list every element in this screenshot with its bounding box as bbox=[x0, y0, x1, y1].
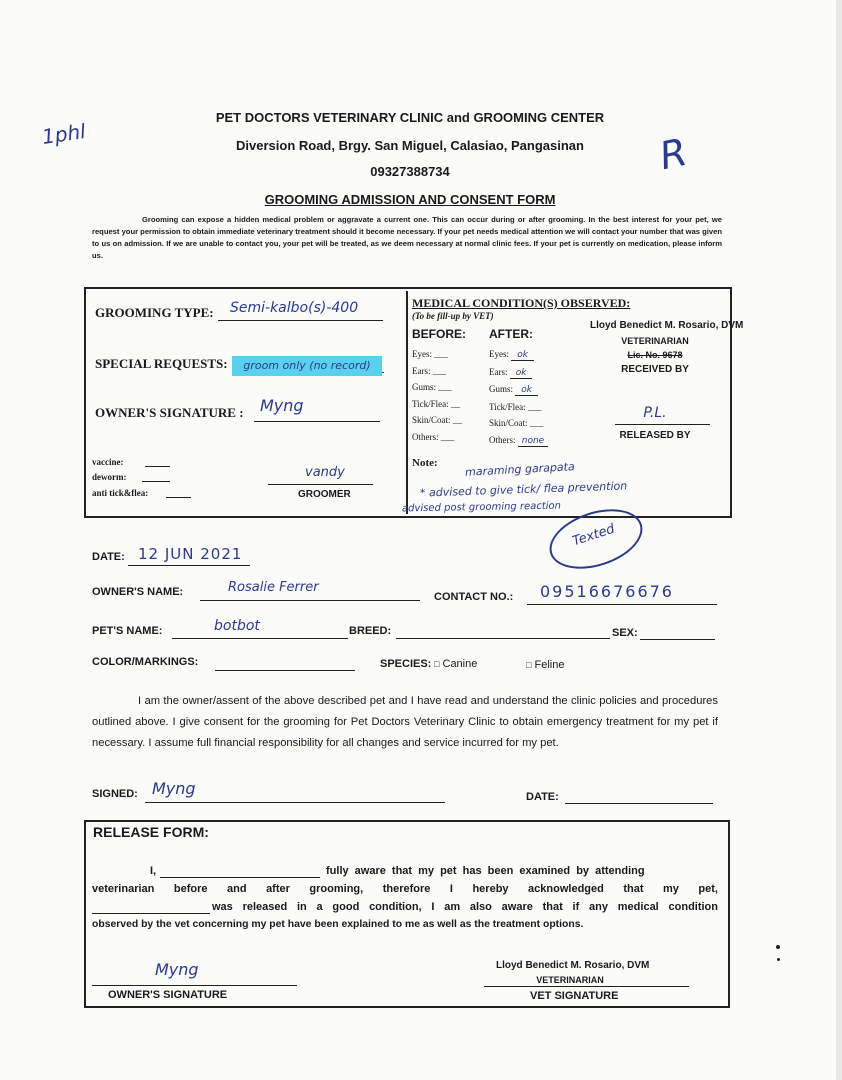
release-vet-sig-label: VET SIGNATURE bbox=[530, 990, 619, 1002]
antitick-label: anti tick&flea: bbox=[92, 488, 149, 498]
owner-signature-value: Myng bbox=[260, 396, 304, 415]
pet-name-label: PET'S NAME: bbox=[92, 625, 163, 637]
owner-name-label: OWNER'S NAME: bbox=[92, 586, 184, 598]
vaccine-label: vaccine: bbox=[92, 457, 124, 467]
grooming-type-label: GROOMING TYPE: bbox=[95, 305, 214, 320]
after-others: Others: none bbox=[489, 432, 548, 450]
note-line-2: * advised to give tick/ flea prevention bbox=[419, 479, 628, 500]
clinic-phone: 09327388734 bbox=[370, 164, 450, 179]
date-value: 12 JUN 2021 bbox=[138, 545, 243, 563]
margin-note-right: R bbox=[655, 129, 691, 179]
release-form-box bbox=[84, 820, 730, 1008]
before-label: BEFORE: bbox=[412, 327, 466, 341]
release-owner-sig-value: Myng bbox=[155, 960, 199, 979]
pet-name-value: botbot bbox=[214, 618, 260, 634]
contact-value: 09516676676 bbox=[540, 582, 674, 601]
special-requests-label: SPECIAL REQUESTS: bbox=[95, 356, 228, 371]
release-text-3: was released in a good condition, I am also aware that if any medical condition bbox=[212, 901, 718, 913]
before-eyes: Eyes: ___ bbox=[412, 349, 448, 359]
medical-subtitle: (To be fill-up by VET) bbox=[412, 311, 494, 321]
released-by-value: P.L. bbox=[643, 405, 667, 421]
breed-label: BREED: bbox=[349, 625, 392, 637]
scan-edge bbox=[836, 0, 842, 1080]
sex-label: SEX: bbox=[612, 627, 638, 639]
after-list bbox=[489, 346, 548, 449]
contact-label: CONTACT NO.: bbox=[434, 591, 514, 603]
form-title: GROOMING ADMISSION AND CONSENT FORM bbox=[264, 192, 556, 207]
received-by-label: RECEIVED BY bbox=[621, 364, 689, 375]
box-divider bbox=[406, 291, 408, 514]
groomer-label: GROOMER bbox=[298, 489, 351, 500]
before-gums: Gums: ___ bbox=[412, 382, 452, 392]
vet-name-stamp: Lloyd Benedict M. Rosario, DVM bbox=[590, 320, 744, 331]
date-label: DATE: bbox=[92, 551, 125, 563]
after-tickflea: Tick/Flea: ___ bbox=[489, 401, 542, 412]
signed-value: Myng bbox=[152, 779, 196, 798]
note-line-3: advised post grooming reaction bbox=[401, 500, 562, 515]
before-tickflea: Tick/Flea: __ bbox=[412, 398, 460, 409]
release-i-label: I, bbox=[150, 865, 157, 877]
color-label: COLOR/MARKINGS: bbox=[92, 656, 199, 668]
owner-name-value: Rosalie Ferrer bbox=[228, 580, 319, 595]
clinic-address: Diversion Road, Brgy. San Miguel, Calasiao, Pangasinan bbox=[236, 138, 584, 153]
owner-signature-label: OWNER'S SIGNATURE : bbox=[95, 405, 244, 420]
clinic-name: PET DOCTORS VETERINARY CLINIC and GROOMING CENTER bbox=[215, 110, 605, 125]
feline-checkbox-icon[interactable]: □ bbox=[526, 660, 532, 670]
release-vet-title: VETERINARIAN bbox=[536, 975, 604, 985]
release-text-2: veterinarian before and after grooming, therefore I hereby acknowledged that my pet, bbox=[92, 883, 718, 895]
intro-text: Grooming can expose a hidden medical problem or aggravate a current one. This can occur during or after grooming. In the best interest for your pet, we request your permission to obtain immediate veterinary treatment should it become necessary. If your pet needs medical attention we will contact your number that was given to us on admission. If we are unable to contact you, your pet will be treated, as we deem necessary at normal clinic fees. If your pet is currently on medication, please inform us. bbox=[92, 215, 722, 260]
species-canine[interactable]: □ Canine bbox=[434, 658, 478, 670]
consent-text: I am the owner/assent of the above described pet and I have read and understand the clinic policies and procedures outlined above. I give consent for the grooming for Pet Doctors Veterinary Clinic to obtain emergency treatment for my pet if necessary. I assume full financial responsibility for all changes and service incurred for my pet. bbox=[92, 695, 718, 749]
consent-date-label: DATE: bbox=[526, 791, 559, 803]
texted-stamp: Texted bbox=[570, 521, 617, 550]
after-ears: Ears: ok bbox=[489, 364, 548, 382]
scan-dot bbox=[777, 958, 780, 961]
after-gums: Gums: ok bbox=[489, 381, 548, 399]
released-by-label: RELEASED BY bbox=[619, 430, 691, 441]
release-text-4: observed by the vet concerning my pet have been explained to me as well as the treatment options. bbox=[92, 919, 584, 930]
species-feline[interactable]: □ Feline bbox=[526, 659, 565, 671]
canine-checkbox-icon[interactable]: □ bbox=[434, 659, 440, 669]
note-label: Note: bbox=[412, 457, 438, 469]
groomer-value: vandy bbox=[305, 465, 345, 480]
medical-title: MEDICAL CONDITION(S) OBSERVED: bbox=[412, 296, 631, 310]
vet-title-stamp: VETERINARIAN bbox=[621, 336, 689, 346]
release-title: RELEASE FORM: bbox=[93, 824, 209, 840]
after-eyes: Eyes: ok bbox=[489, 346, 548, 364]
note-line-1: maraming garapata bbox=[464, 460, 575, 479]
grooming-type-value: Semi-kalbo(s)-400 bbox=[230, 300, 359, 316]
before-others: Others: ___ bbox=[412, 431, 455, 442]
before-list bbox=[412, 346, 462, 445]
before-skincoat: Skin/Coat: __ bbox=[412, 415, 462, 425]
species-label: SPECIES: bbox=[380, 658, 432, 670]
deworm-label: deworm: bbox=[92, 472, 127, 482]
release-text-1: fully aware that my pet has been examined by attending bbox=[326, 865, 645, 877]
special-requests-value: groom only (no record) bbox=[232, 356, 382, 376]
vet-license: Lic. No. 9678 bbox=[627, 350, 683, 360]
after-skincoat: Skin/Coat: ___ bbox=[489, 418, 544, 428]
release-owner-sig-label: OWNER'S SIGNATURE bbox=[108, 989, 228, 1001]
before-ears: Ears: ___ bbox=[412, 365, 447, 376]
after-label: AFTER: bbox=[489, 327, 533, 341]
margin-note-left: 1phl bbox=[40, 119, 88, 149]
release-vet-name: Lloyd Benedict M. Rosario, DVM bbox=[496, 960, 650, 971]
scan-dot bbox=[776, 945, 780, 949]
signed-label: SIGNED: bbox=[92, 788, 138, 800]
